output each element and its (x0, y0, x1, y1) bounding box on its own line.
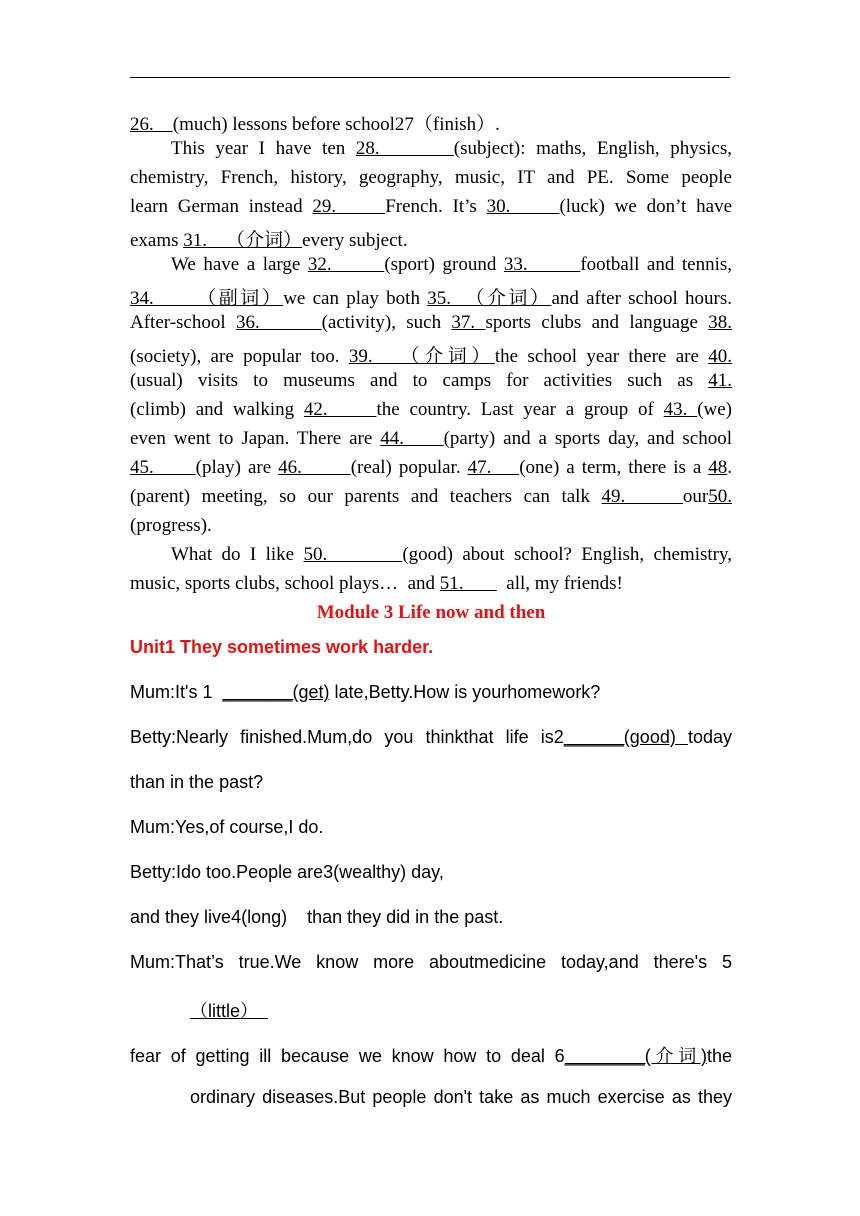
blank-segment: _______(get) (222, 682, 330, 702)
blank-segment: 36. (235, 312, 322, 333)
text-segment: all, my friends! (496, 573, 623, 594)
text-segment: After-school (130, 312, 236, 333)
text-segment: ordinary diseases.But people don't take as much exercise as they (190, 1087, 732, 1107)
blank-segment: 41. (708, 370, 732, 391)
text-segment: the school year there are (494, 346, 709, 367)
blank-segment: 37. (451, 312, 486, 333)
blank-segment: 42. (303, 399, 377, 420)
text-line (130, 341, 732, 368)
blank-segment: 30. (486, 196, 560, 217)
text-segment: today (687, 727, 732, 747)
text-segment: French. It’s (385, 196, 487, 217)
blank-segment: 49. (601, 486, 683, 507)
blank-segment: 47. (467, 457, 520, 478)
blank-segment: 32. (307, 254, 385, 275)
dialogue-line (190, 1087, 732, 1108)
dialogue-line (130, 907, 732, 928)
text-segment: What do I like (171, 544, 304, 565)
blank-segment: 31. （介词） (183, 230, 303, 251)
text-segment: Betty:Ido too.People are3(wealthy) day, (130, 862, 444, 882)
blank-segment: 50. (303, 544, 403, 565)
blank-segment: 34. （副词） (130, 288, 284, 309)
text-line (130, 399, 732, 421)
text-line (130, 370, 732, 392)
text-segment: Mum:It's 1 (130, 682, 223, 702)
text-segment: (activity), such (321, 312, 452, 333)
blank-segment: 44. (380, 428, 444, 449)
text-segment: (usual) visits to museums and to camps for activities such as (130, 370, 709, 391)
text-line (130, 109, 732, 136)
text-segment: our (682, 486, 709, 507)
text-line (171, 254, 732, 276)
text-segment: every subject. (302, 230, 408, 251)
text-segment: Mum:Yes,of course,I do. (130, 817, 324, 837)
text-segment: learn German instead (130, 196, 313, 217)
text-segment: we can play both (283, 288, 428, 309)
text-segment: (climb) and walking (130, 399, 304, 420)
text-line (130, 167, 732, 189)
text-line (130, 486, 732, 508)
blank-segment: 45. (130, 457, 196, 478)
module-title: Module 3 Life now and then (316, 602, 546, 623)
dialogue-line (130, 862, 732, 883)
text-segment: (parent) meeting, so our parents and teachers can talk (130, 486, 602, 507)
text-line (130, 196, 732, 218)
dialogue-line (130, 727, 732, 748)
blank-segment: 51. (439, 573, 497, 594)
text-segment: We have a large (171, 254, 308, 275)
text-segment: (progress). (130, 515, 212, 536)
text-segment: fear of getting ill because we know how to deal 6 (130, 1046, 565, 1066)
blank-segment: （little） (190, 1001, 269, 1021)
blank-segment: 39. （介词） (348, 346, 495, 367)
text-segment: (much) lessons before school27（finish）. (172, 114, 500, 135)
text-segment: This year I have ten (171, 138, 356, 159)
blank-segment: 43. (663, 399, 698, 420)
text-segment: late,Betty.How is yourhomework? (329, 682, 601, 702)
text-segment: (luck) we don’t have (559, 196, 733, 217)
text-segment: (subject): maths, English, physics, (453, 138, 732, 159)
blank-segment: 48 (708, 457, 728, 478)
blank-segment: 38. (708, 312, 732, 333)
text-segment: chemistry, French, history, geography, music, IT and PE. Some people (130, 167, 732, 188)
blank-segment: 50. (708, 486, 732, 507)
text-line (171, 544, 732, 566)
text-line (130, 283, 732, 310)
blank-segment: 26. (130, 114, 173, 135)
text-segment: (party) and a sports day, and school (443, 428, 732, 449)
dialogue-line (130, 952, 732, 973)
text-line (171, 138, 732, 160)
text-segment: and after school hours. (551, 288, 732, 309)
text-segment: (play) are (195, 457, 279, 478)
dialogue-line (130, 1042, 732, 1068)
dialogue-line (130, 772, 732, 793)
text-segment: the country. Last year a group of (376, 399, 664, 420)
text-segment: (good) about school? English, chemistry, (402, 544, 732, 565)
blank-segment: 35. （介词） (427, 288, 552, 309)
header-rule (130, 77, 730, 78)
text-line (130, 428, 732, 450)
text-line (130, 515, 732, 537)
blank-segment: 28. (355, 138, 454, 159)
text-line (130, 225, 732, 252)
text-line (130, 457, 732, 479)
text-segment: than in the past? (130, 772, 264, 792)
text-line (130, 573, 732, 595)
text-segment: the (706, 1046, 732, 1066)
text-segment: music, sports clubs, school plays… and (130, 573, 440, 594)
text-segment: sports clubs and language (485, 312, 709, 333)
blank-segment: 33. (503, 254, 581, 275)
blank-segment: 29. (312, 196, 386, 217)
blank-segment: 40. (708, 346, 732, 367)
text-segment: and they live4(long) than they did in the past. (130, 907, 504, 927)
text-segment: . (727, 457, 733, 478)
text-line (130, 312, 732, 334)
dialogue-line (190, 997, 732, 1023)
text-segment: Betty:Nearly finished.Mum,do you thinkthat life is2 (130, 727, 564, 747)
text-segment: football and tennis, (580, 254, 733, 275)
text-segment: (real) popular. (350, 457, 468, 478)
text-segment: (we) (697, 399, 733, 420)
text-segment: (sport) ground (384, 254, 504, 275)
dialogue-line (130, 682, 732, 703)
dialogue-line (130, 817, 732, 838)
text-segment: Mum:That’s true.We know more aboutmedicine today,and there's 5 (130, 952, 732, 972)
blank-segment: 46. (278, 457, 351, 478)
blank-segment: ________(介词) (564, 1046, 707, 1066)
text-segment: exams (130, 230, 184, 251)
text-segment: (society), are popular too. (130, 346, 349, 367)
text-segment: (one) a term, there is a (519, 457, 709, 478)
blank-segment: ______(good) (563, 727, 688, 747)
text-segment: even went to Japan. There are (130, 428, 381, 449)
unit-title: Unit1 They sometimes work harder. (130, 637, 434, 657)
